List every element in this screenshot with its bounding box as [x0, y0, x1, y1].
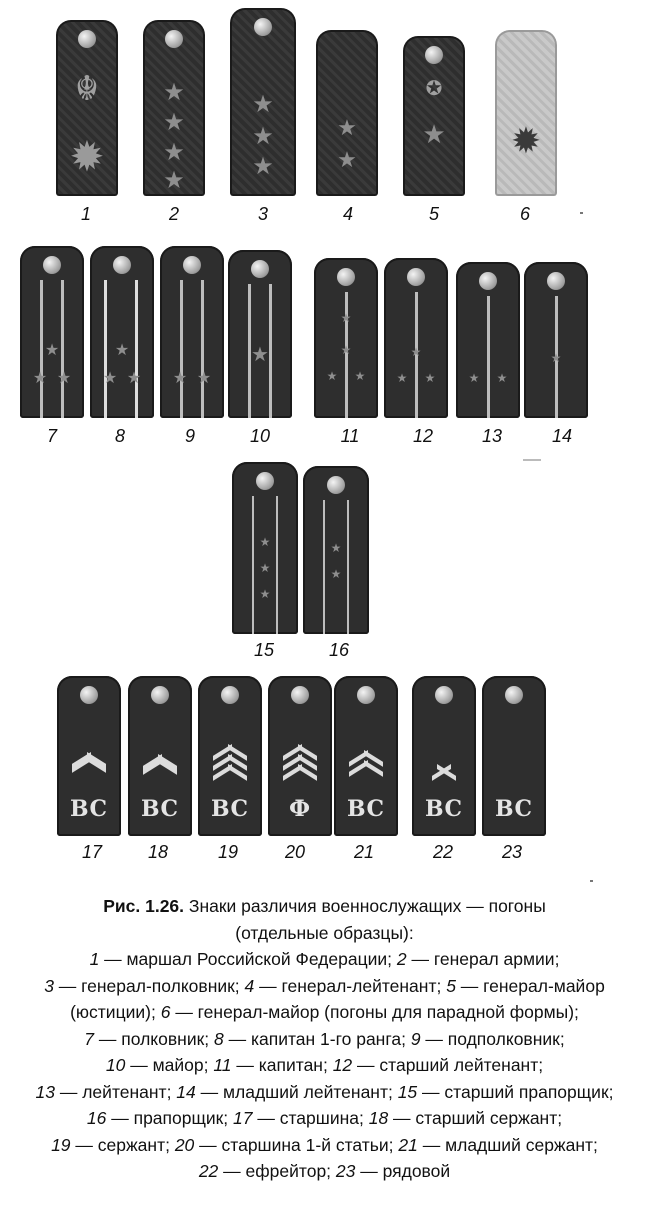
star-icon: ★	[330, 541, 342, 555]
caption-line	[0, 946, 649, 973]
epaulette-14	[524, 262, 588, 418]
star-icon: ★	[259, 535, 271, 549]
lumen-stripe	[269, 284, 272, 418]
figure-number: 14	[551, 426, 573, 446]
button-icon	[151, 686, 169, 704]
item-text: — старшина;	[252, 1108, 369, 1128]
epaulette-22	[412, 676, 476, 836]
button-icon	[435, 686, 453, 704]
star-icon: ★	[354, 369, 366, 383]
star-icon: ★	[330, 567, 342, 581]
chevron-icon	[349, 750, 383, 760]
item-text: — генерал-майор	[455, 975, 605, 996]
figure-number: 3	[257, 204, 269, 224]
item-number: 5	[446, 975, 456, 996]
figure-number: 22	[432, 842, 454, 862]
caption-title-line2: (отдельные образцы):	[235, 922, 414, 943]
button-icon	[327, 476, 345, 494]
epaulette-9	[160, 246, 224, 418]
star-icon: ✹	[69, 132, 105, 181]
lumen-stripe	[180, 280, 183, 418]
item-number: 1	[89, 949, 100, 969]
caption-line	[0, 1158, 649, 1185]
lumen-stripe	[276, 496, 278, 634]
star-icon: ★	[424, 371, 436, 385]
item-text: — младший лейтенант;	[195, 1081, 398, 1102]
item-number: 21	[398, 1134, 418, 1155]
star-icon: ★	[259, 561, 271, 575]
figure-number: 12	[412, 426, 434, 446]
lumen-stripe	[40, 280, 43, 418]
figure-number: 15	[253, 640, 275, 660]
scan-speck	[590, 880, 593, 882]
star-icon: ★	[396, 371, 408, 385]
epaulette-18	[128, 676, 192, 836]
item-text: — подполковник;	[420, 1028, 565, 1049]
star-icon: ★	[163, 108, 185, 136]
epaulette-15	[232, 462, 298, 634]
caption-line	[0, 1132, 649, 1159]
item-number: 20	[174, 1134, 195, 1155]
button-icon	[80, 686, 98, 704]
star-icon: ★	[252, 90, 274, 118]
star-icon: ★	[340, 343, 352, 357]
shoulder-letters: ВС	[69, 796, 109, 822]
button-icon	[43, 256, 61, 274]
button-icon	[407, 268, 425, 286]
figure-number: 8	[114, 426, 126, 446]
button-icon	[256, 472, 274, 490]
item-text: (юстиции);	[70, 1002, 161, 1022]
star-icon: ★	[340, 311, 352, 325]
item-number: 2	[396, 949, 407, 969]
star-icon: ★	[326, 369, 338, 383]
star-icon: ★	[252, 122, 274, 150]
item-text: — лейтенант;	[55, 1081, 177, 1102]
chevron-icon	[349, 760, 383, 770]
chevron-icon	[213, 764, 247, 774]
item-text: — старшина 1-й статьи;	[194, 1134, 399, 1155]
button-icon	[165, 30, 183, 48]
figure-number: 6	[519, 204, 531, 224]
star-icon: ★	[468, 371, 480, 385]
epaulette-16	[303, 466, 369, 634]
chevron-icon	[432, 764, 456, 774]
epaulette-17	[57, 676, 121, 836]
item-text: — генерал-полковник;	[53, 975, 245, 996]
chevron-icon	[213, 754, 247, 764]
figure-number: 2	[168, 204, 180, 224]
lumen-stripe	[347, 500, 349, 634]
item-number: 17	[233, 1108, 253, 1128]
figure-number: 16	[328, 640, 350, 660]
button-icon	[291, 686, 309, 704]
item-text: — рядовой	[355, 1161, 451, 1181]
shoulder-letters: Ф	[289, 796, 311, 822]
figure-number: 7	[46, 426, 58, 446]
lumen-stripe	[104, 280, 107, 418]
shoulder-letters: ВС	[210, 796, 250, 822]
shoulder-letters: ВС	[346, 796, 386, 822]
item-text: — капитан 1-го ранга;	[223, 1028, 411, 1049]
item-text: — полковник;	[94, 1028, 214, 1049]
item-number: 7	[84, 1028, 95, 1049]
item-text: — старший лейтенант;	[352, 1055, 544, 1075]
item-number: 8	[214, 1028, 224, 1049]
item-text: — генерал-майор (погоны для парадной формы);	[170, 1002, 579, 1022]
star-icon: ★	[196, 368, 212, 387]
star-icon: ★	[126, 368, 142, 387]
epaulette-4	[316, 30, 378, 196]
scan-speck	[523, 459, 541, 461]
figure-number: 17	[81, 842, 103, 862]
figure-number: 13	[481, 426, 503, 446]
lumen-stripe	[252, 496, 254, 634]
epaulette-21	[334, 676, 398, 836]
button-icon	[251, 260, 269, 278]
figure-number: 10	[249, 426, 271, 446]
lumen-stripe	[135, 280, 138, 418]
star-icon: ★	[163, 166, 185, 194]
item-number: 22	[198, 1161, 219, 1181]
item-text: — ефрейтор;	[218, 1161, 336, 1181]
star-icon: ★	[163, 78, 185, 106]
epaulette-7	[20, 246, 84, 418]
figure-number: 5	[428, 204, 440, 224]
figure-number: 11	[340, 426, 360, 446]
scan-speck	[580, 212, 583, 214]
button-icon	[78, 30, 96, 48]
item-number: 16	[86, 1108, 107, 1128]
figure-number: 4	[342, 204, 354, 224]
star-icon: ★	[410, 345, 422, 359]
item-number: 14	[176, 1081, 196, 1102]
epaulette-12	[384, 258, 448, 418]
epaulette-6	[495, 30, 557, 196]
lumen-stripe	[323, 500, 325, 634]
button-icon	[425, 46, 443, 64]
item-text: — старший сержант;	[388, 1108, 563, 1128]
star-icon: ★	[114, 340, 130, 359]
item-number: 6	[160, 1002, 171, 1022]
item-text: — сержант;	[70, 1134, 175, 1155]
item-number: 12	[332, 1055, 353, 1075]
star-icon: ★	[163, 138, 185, 166]
shoulder-letters: ВС	[140, 796, 180, 822]
epaulette-20	[268, 676, 332, 836]
caption-line	[0, 1026, 649, 1053]
figure-number: 19	[217, 842, 239, 862]
epaulette-5	[403, 36, 465, 196]
button-icon	[183, 256, 201, 274]
star-icon: ★	[56, 368, 72, 387]
item-number: 3	[44, 975, 54, 996]
figure-number: 1	[80, 204, 92, 224]
button-icon	[254, 18, 272, 36]
item-text: — младший сержант;	[417, 1134, 598, 1155]
lumen-stripe	[61, 280, 64, 418]
epaulette-23	[482, 676, 546, 836]
double-headed-eagle-icon: ☬	[74, 69, 100, 109]
item-text: — маршал Российской Федерации;	[99, 949, 397, 969]
item-number: 11	[213, 1055, 232, 1075]
star-icon: ★	[337, 116, 357, 141]
justice-emblem-icon: ✪	[425, 76, 443, 100]
button-icon	[357, 686, 375, 704]
button-icon	[479, 272, 497, 290]
item-number: 9	[410, 1028, 421, 1049]
lumen-stripe	[487, 296, 490, 418]
item-number: 18	[368, 1108, 389, 1128]
epaulette-13	[456, 262, 520, 418]
item-text: — майор;	[125, 1055, 214, 1075]
star-icon: ★	[337, 148, 357, 173]
epaulette-8	[90, 246, 154, 418]
caption-line	[0, 973, 649, 1000]
button-icon	[505, 686, 523, 704]
item-text: — генерал-лейтенант;	[254, 975, 447, 996]
item-number: 23	[335, 1161, 356, 1181]
caption-line	[0, 893, 649, 920]
caption-title: Знаки различия военнослужащих — погоны	[184, 896, 546, 916]
star-icon: ★	[32, 368, 48, 387]
caption-line	[0, 1079, 649, 1106]
item-number: 19	[51, 1134, 71, 1155]
item-text: — генерал армии;	[406, 949, 560, 969]
star-icon: ✹	[510, 121, 542, 162]
figure-caption	[0, 893, 649, 1185]
chevron-icon	[283, 744, 317, 754]
chevron-icon	[72, 752, 106, 762]
item-number: 10	[105, 1055, 126, 1075]
star-icon: ★	[102, 368, 118, 387]
figure-number: 20	[284, 842, 306, 862]
star-icon: ★	[44, 340, 60, 359]
figure-number: 18	[147, 842, 169, 862]
figure-number: 23	[501, 842, 523, 862]
star-icon: ★	[172, 368, 188, 387]
item-text: — прапорщик;	[106, 1108, 234, 1128]
item-number: 15	[397, 1081, 418, 1102]
star-icon: ★	[252, 152, 274, 180]
chevron-icon	[143, 754, 177, 764]
epaulette-3	[230, 8, 296, 196]
epaulette-2	[143, 20, 205, 196]
epaulette-1	[56, 20, 118, 196]
lumen-stripe	[201, 280, 204, 418]
epaulette-10	[228, 250, 292, 418]
chevron-icon	[283, 764, 317, 774]
chevron-icon	[213, 744, 247, 754]
star-icon: ★	[422, 120, 446, 150]
button-icon	[113, 256, 131, 274]
caption-line	[0, 1105, 649, 1132]
button-icon	[337, 268, 355, 286]
figure-number: 9	[184, 426, 196, 446]
star-icon: ★	[259, 587, 271, 601]
item-number: 13	[35, 1081, 55, 1102]
chevron-icon	[283, 754, 317, 764]
star-icon: ★	[251, 342, 269, 366]
shoulder-letters: ВС	[494, 796, 534, 822]
figure-number: 21	[353, 842, 375, 862]
star-icon: ★	[496, 371, 508, 385]
epaulette-11	[314, 258, 378, 418]
caption-line	[0, 920, 649, 947]
caption-line	[0, 1052, 649, 1079]
item-text: — старший прапорщик;	[417, 1081, 614, 1102]
epaulette-19	[198, 676, 262, 836]
shoulder-letters: ВС	[424, 796, 464, 822]
caption-line	[0, 999, 649, 1026]
caption-label: Рис. 1.26.	[103, 896, 185, 916]
item-text: — капитан;	[231, 1055, 333, 1075]
star-icon: ★	[550, 351, 562, 365]
item-number: 4	[244, 975, 255, 996]
button-icon	[547, 272, 565, 290]
button-icon	[221, 686, 239, 704]
